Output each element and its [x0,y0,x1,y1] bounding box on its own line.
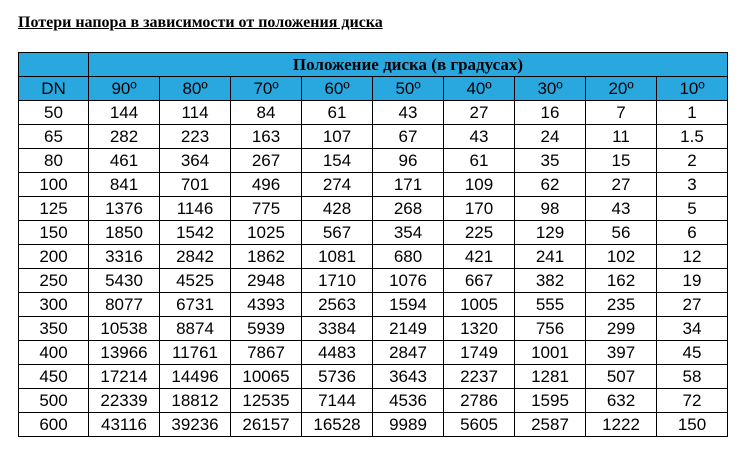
table-row [19,197,728,221]
loss-value-cell: 109 [444,173,515,197]
loss-value-cell: 144 [89,101,160,125]
loss-value-cell: 14496 [160,365,231,389]
loss-value-cell: 171 [373,173,444,197]
header-corner-cell [19,53,89,77]
loss-value-cell: 43 [444,125,515,149]
loss-value-cell: 268 [373,197,444,221]
loss-value-cell: 7144 [302,389,373,413]
loss-value-cell: 170 [444,197,515,221]
loss-value-cell: 382 [515,269,586,293]
loss-value-cell: 1710 [302,269,373,293]
loss-value-cell: 3316 [89,245,160,269]
loss-value-cell: 16528 [302,413,373,437]
group-header-row [19,53,728,77]
table-row [19,149,728,173]
loss-value-cell: 5 [657,197,728,221]
loss-value-cell: 34 [657,317,728,341]
loss-value-cell: 24 [515,125,586,149]
table-row [19,101,728,125]
loss-value-cell: 555 [515,293,586,317]
loss-value-cell: 2149 [373,317,444,341]
loss-value-cell: 282 [89,125,160,149]
dn-cell: 450 [19,365,89,389]
loss-value-cell: 43116 [89,413,160,437]
loss-value-cell: 10065 [231,365,302,389]
dn-cell: 300 [19,293,89,317]
dn-cell: 400 [19,341,89,365]
table-row [19,245,728,269]
dn-cell: 65 [19,125,89,149]
loss-value-cell: 5605 [444,413,515,437]
loss-value-cell: 235 [586,293,657,317]
loss-value-cell: 841 [89,173,160,197]
loss-value-cell: 2237 [444,365,515,389]
loss-value-cell: 17214 [89,365,160,389]
loss-value-cell: 22339 [89,389,160,413]
loss-value-cell: 4536 [373,389,444,413]
loss-value-cell: 3384 [302,317,373,341]
dn-cell: 125 [19,197,89,221]
loss-value-cell: 67 [373,125,444,149]
table-row [19,341,728,365]
loss-value-cell: 775 [231,197,302,221]
loss-value-cell: 5939 [231,317,302,341]
loss-value-cell: 507 [586,365,657,389]
loss-value-cell: 299 [586,317,657,341]
loss-value-cell: 2786 [444,389,515,413]
loss-value-cell: 102 [586,245,657,269]
loss-value-cell: 428 [302,197,373,221]
loss-value-cell: 1281 [515,365,586,389]
loss-value-cell: 241 [515,245,586,269]
loss-value-cell: 223 [160,125,231,149]
loss-value-cell: 756 [515,317,586,341]
loss-value-cell: 364 [160,149,231,173]
loss-value-cell: 8874 [160,317,231,341]
dn-cell: 500 [19,389,89,413]
loss-value-cell: 6731 [160,293,231,317]
loss-value-cell: 84 [231,101,302,125]
head-loss-table [18,52,728,437]
dn-cell: 50 [19,101,89,125]
loss-value-cell: 1005 [444,293,515,317]
loss-value-cell: 667 [444,269,515,293]
loss-value-cell: 7867 [231,341,302,365]
loss-value-cell: 461 [89,149,160,173]
loss-value-cell: 56 [586,221,657,245]
loss-value-cell: 10538 [89,317,160,341]
loss-value-cell: 2847 [373,341,444,365]
loss-value-cell: 1594 [373,293,444,317]
loss-value-cell: 8077 [89,293,160,317]
loss-value-cell: 12 [657,245,728,269]
loss-value-cell: 7 [586,101,657,125]
loss-value-cell: 15 [586,149,657,173]
dn-cell: 250 [19,269,89,293]
loss-value-cell: 163 [231,125,302,149]
loss-value-cell: 1025 [231,221,302,245]
loss-value-cell: 26157 [231,413,302,437]
loss-value-cell: 632 [586,389,657,413]
loss-value-cell: 3 [657,173,728,197]
loss-value-cell: 421 [444,245,515,269]
dn-cell: 80 [19,149,89,173]
loss-value-cell: 2948 [231,269,302,293]
loss-value-cell: 45 [657,341,728,365]
loss-value-cell: 114 [160,101,231,125]
dn-cell: 350 [19,317,89,341]
loss-value-cell: 2563 [302,293,373,317]
loss-value-cell: 19 [657,269,728,293]
angle-column-header: 90º [89,77,160,101]
dn-cell: 100 [19,173,89,197]
loss-value-cell: 1749 [444,341,515,365]
loss-value-cell: 1542 [160,221,231,245]
loss-value-cell: 150 [657,413,728,437]
loss-value-cell: 1320 [444,317,515,341]
loss-value-cell: 72 [657,389,728,413]
loss-value-cell: 274 [302,173,373,197]
loss-value-cell: 4483 [302,341,373,365]
loss-value-cell: 3643 [373,365,444,389]
loss-value-cell: 11761 [160,341,231,365]
loss-value-cell: 12535 [231,389,302,413]
table-body [19,101,728,437]
column-header-row [19,77,728,101]
loss-value-cell: 62 [515,173,586,197]
loss-value-cell: 496 [231,173,302,197]
loss-value-cell: 61 [302,101,373,125]
table-row [19,173,728,197]
angle-column-header: 50º [373,77,444,101]
loss-value-cell: 4525 [160,269,231,293]
loss-value-cell: 1081 [302,245,373,269]
dn-cell: 150 [19,221,89,245]
loss-value-cell: 567 [302,221,373,245]
loss-value-cell: 1 [657,101,728,125]
loss-value-cell: 129 [515,221,586,245]
loss-value-cell: 16 [515,101,586,125]
loss-value-cell: 27 [657,293,728,317]
dn-cell: 600 [19,413,89,437]
loss-value-cell: 13966 [89,341,160,365]
loss-value-cell: 98 [515,197,586,221]
loss-value-cell: 397 [586,341,657,365]
table-row [19,413,728,437]
loss-value-cell: 35 [515,149,586,173]
angle-column-header: 60º [302,77,373,101]
table-row [19,365,728,389]
page-title: Потери напора в зависимости от положения диска [18,14,383,31]
table-row [19,269,728,293]
loss-value-cell: 2587 [515,413,586,437]
loss-value-cell: 58 [657,365,728,389]
loss-value-cell: 1001 [515,341,586,365]
loss-value-cell: 6 [657,221,728,245]
dn-column-header: DN [19,77,89,101]
angle-column-header: 70º [231,77,302,101]
table-row [19,389,728,413]
loss-value-cell: 1222 [586,413,657,437]
loss-value-cell: 96 [373,149,444,173]
table-row [19,293,728,317]
loss-value-cell: 162 [586,269,657,293]
loss-value-cell: 18812 [160,389,231,413]
loss-value-cell: 9989 [373,413,444,437]
loss-value-cell: 1076 [373,269,444,293]
loss-value-cell: 1376 [89,197,160,221]
table-row [19,221,728,245]
loss-value-cell: 11 [586,125,657,149]
loss-value-cell: 27 [444,101,515,125]
loss-value-cell: 27 [586,173,657,197]
loss-value-cell: 1.5 [657,125,728,149]
loss-value-cell: 1146 [160,197,231,221]
loss-value-cell: 680 [373,245,444,269]
loss-value-cell: 5736 [302,365,373,389]
loss-value-cell: 39236 [160,413,231,437]
loss-value-cell: 4393 [231,293,302,317]
angle-column-header: 80º [160,77,231,101]
table-row [19,317,728,341]
loss-value-cell: 225 [444,221,515,245]
angle-column-header: 30º [515,77,586,101]
table-row [19,125,728,149]
loss-value-cell: 61 [444,149,515,173]
loss-value-cell: 107 [302,125,373,149]
disc-position-header: Положение диска (в градусах) [89,53,728,77]
angle-column-header: 40º [444,77,515,101]
loss-value-cell: 267 [231,149,302,173]
loss-value-cell: 354 [373,221,444,245]
loss-value-cell: 1862 [231,245,302,269]
angle-column-header: 20º [586,77,657,101]
loss-value-cell: 1595 [515,389,586,413]
loss-value-cell: 5430 [89,269,160,293]
angle-column-header: 10º [657,77,728,101]
loss-value-cell: 701 [160,173,231,197]
table-header [19,53,728,101]
loss-value-cell: 43 [373,101,444,125]
loss-value-cell: 154 [302,149,373,173]
loss-value-cell: 43 [586,197,657,221]
loss-value-cell: 2842 [160,245,231,269]
loss-value-cell: 1850 [89,221,160,245]
dn-cell: 200 [19,245,89,269]
loss-value-cell: 2 [657,149,728,173]
